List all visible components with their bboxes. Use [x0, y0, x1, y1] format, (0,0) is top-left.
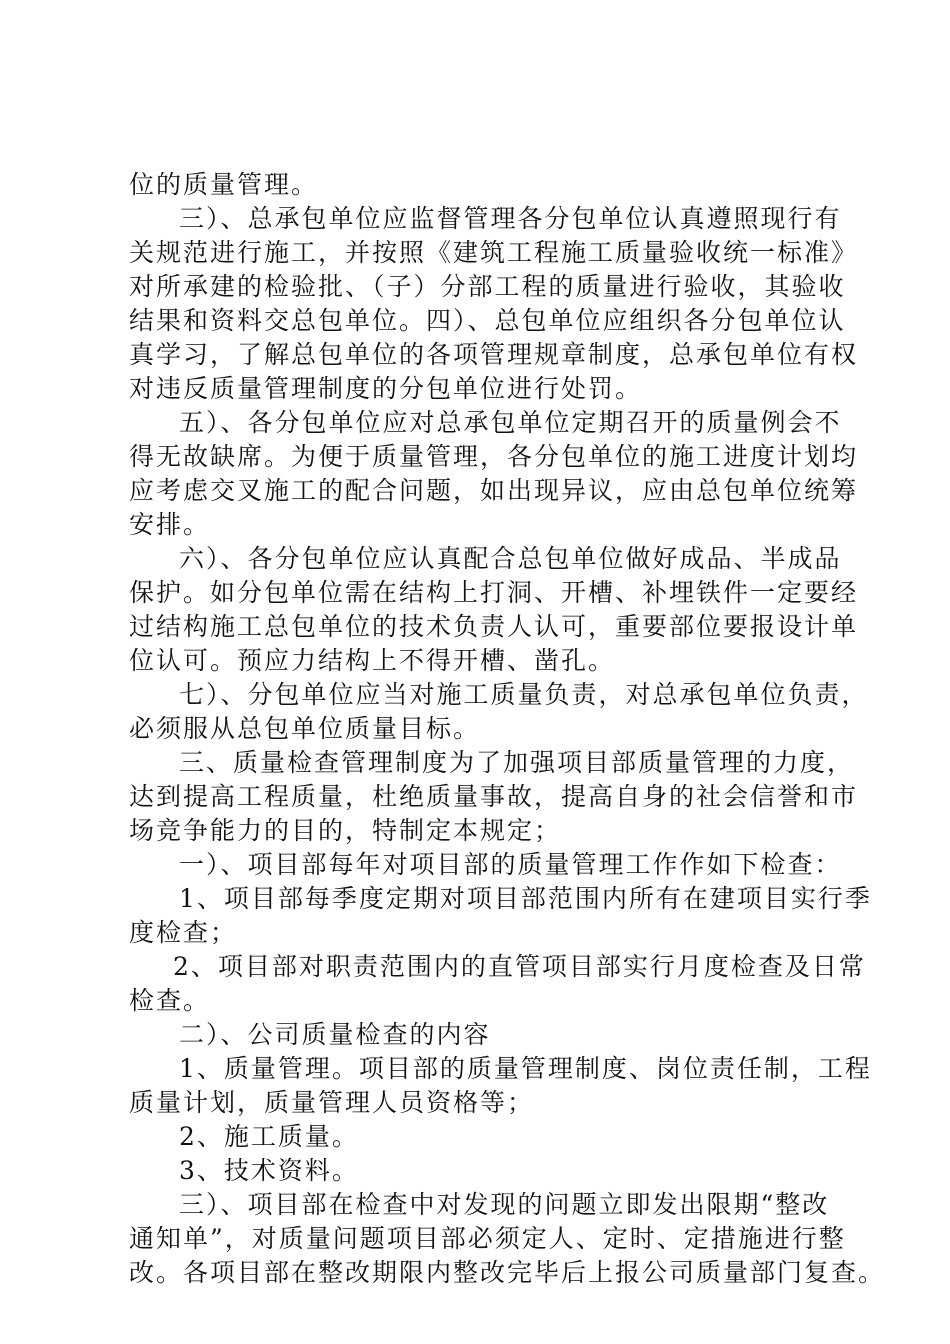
paragraph-start-line: 二）、公司质量检查的内容 — [179, 1020, 491, 1049]
text-line: 过结构施工总包单位的技术负责人认可，重要部位要报设计单 — [129, 612, 859, 641]
text-line: 检查。 — [129, 986, 211, 1015]
text-line: 真学习，了解总包单位的各项管理规章制度，总承包单位有权 — [129, 340, 859, 369]
text-line: 应考虑交叉施工的配合问题，如出现异议，应由总包单位统筹 — [129, 476, 859, 505]
paragraph-start-line: 三、质量检查管理制度为了加强项目部质量管理的力度， — [179, 748, 855, 777]
text-line: 通知单”，对质量问题项目部必须定人、定时、定措施进行整 — [129, 1224, 846, 1253]
text-line: 度检查； — [129, 918, 238, 947]
text-line: 质量计划，质量管理人员资格等； — [129, 1088, 535, 1117]
document-body — [129, 168, 886, 1290]
paragraph-start-line: 2、施工质量。 — [179, 1122, 359, 1151]
text-line: 安排。 — [129, 510, 211, 539]
text-line: 改。各项目部在整改期限内整改完毕后上报公司质量部门复查。 — [129, 1258, 886, 1287]
paragraph-start-line: 1、项目部每季度定期对项目部范围内所有在建项目实行季 — [179, 884, 872, 913]
text-line: 保护。如分包单位需在结构上打洞、开槽、补埋铁件一定要经 — [129, 578, 859, 607]
text-line: 场竞争能力的目的，特制定本规定； — [129, 816, 562, 845]
text-line: 得无故缺席。为便于质量管理，各分包单位的施工进度计划均 — [129, 442, 859, 471]
text-line: 结果和资料交总包单位。四）、总包单位应组织各分包单位认 — [129, 306, 846, 335]
paragraph-start-line: 六）、各分包单位应认真配合总包单位做好成品、半成品 — [179, 544, 842, 573]
text-line: 关规范进行施工，并按照《建筑工程施工质量验收统一标准》 — [129, 238, 859, 267]
paragraph-start-line: 一）、项目部每年对项目部的质量管理工作作如下检查： — [179, 850, 842, 879]
text-line: 必须服从总包单位质量目标。 — [129, 714, 481, 743]
text-line: 达到提高工程质量，杜绝质量事故，提高自身的社会信誉和市 — [129, 782, 859, 811]
paragraph-start-line: 七）、分包单位应当对施工质量负责，对总承包单位负责， — [179, 680, 869, 709]
text-line: 位的质量管理。 — [129, 170, 319, 199]
paragraph-start-line: 1、质量管理。项目部的质量管理制度、岗位责任制，工程 — [179, 1054, 872, 1083]
text-line: 对所承建的检验批、（子）分部工程的质量进行验收，其验收 — [129, 272, 846, 301]
paragraph-start-line: 三）、项目部在检查中对发现的问题立即发出限期“整改 — [179, 1190, 830, 1219]
text-line: 位认可。预应力结构上不得开槽、凿孔。 — [129, 646, 616, 675]
paragraph-start-line: 2、项目部对职责范围内的直管项目部实行月度检查及日常 — [173, 952, 866, 981]
paragraph-start-line: 三）、总承包单位应监督管理各分包单位认真遵照现行有 — [179, 204, 842, 233]
paragraph-start-line: 3、技术资料。 — [179, 1156, 359, 1185]
paragraph-start-line: 五）、各分包单位应对总承包单位定期召开的质量例会不 — [179, 408, 842, 437]
text-line: 对违反质量管理制度的分包单位进行处罚。 — [129, 374, 643, 403]
